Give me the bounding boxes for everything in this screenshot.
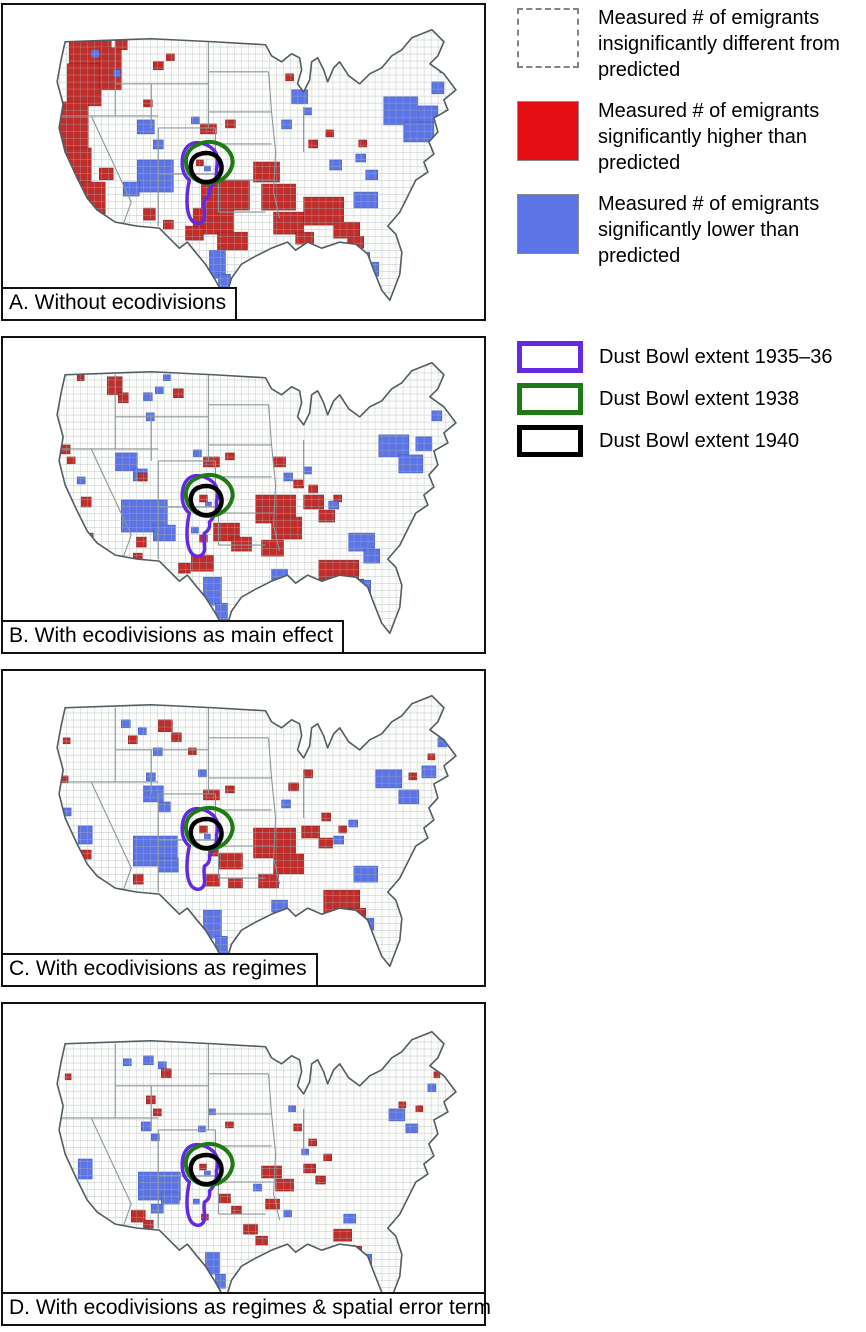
legend-item-higher — [517, 98, 866, 176]
county-patch-higher — [356, 933, 368, 949]
lower-label: Measured # of emigrants significantly lower than predicted — [598, 193, 820, 267]
panel-c — [1, 669, 486, 987]
higher-swatch-icon — [517, 101, 579, 161]
us-county-map — [3, 671, 484, 985]
dustbowl-1935-36-label: Dust Bowl extent 1935–36 — [599, 345, 833, 368]
insignificant-label: Measured # of emigrants insignificantly different from predicted — [598, 7, 840, 81]
map-c — [3, 671, 484, 985]
dustbowl-1938-swatch-icon — [517, 383, 583, 415]
panel-d-caption-text: D. With ecodivisions as regimes & spatial error term — [9, 1295, 491, 1319]
dustbowl-1935-36-swatch-icon — [517, 341, 583, 373]
legend-item-lower — [517, 191, 866, 269]
panel-d — [1, 1002, 491, 1326]
maps-column — [1, 3, 491, 1326]
legend-item-insignificant — [517, 5, 866, 83]
us-county-map — [3, 1004, 484, 1324]
dustbowl-1938-label: Dust Bowl extent 1938 — [599, 387, 800, 410]
legend-item-dustbowl-1935-36 — [517, 341, 866, 373]
legend-item-dustbowl-1938 — [517, 383, 866, 415]
map-d — [3, 1004, 484, 1324]
panel-a-caption — [1, 287, 237, 321]
county-patch-higher — [356, 1269, 366, 1281]
dust-bowl-legend — [517, 341, 866, 457]
panel-b-caption-text: B. With ecodivisions as main effect — [9, 623, 334, 647]
higher-label: Measured # of emigrants significantly higher than predicted — [598, 100, 820, 174]
panel-b — [1, 336, 486, 654]
us-county-map — [3, 338, 484, 652]
county-patch-lower — [53, 491, 61, 499]
panel-c-caption-text: C. With ecodivisions as regimes — [9, 956, 307, 980]
dustbowl-1940-swatch-icon — [517, 425, 583, 457]
us-county-map — [3, 5, 484, 319]
dustbowl-1940-label: Dust Bowl extent 1940 — [599, 429, 800, 452]
map-a — [3, 5, 484, 319]
map-b — [3, 338, 484, 652]
insignificant-swatch-icon — [517, 8, 579, 68]
panel-a-caption-text: A. Without ecodivisions — [9, 290, 227, 314]
legend-item-dustbowl-1940 — [517, 425, 866, 457]
lower-swatch-icon — [517, 194, 579, 254]
panel-a — [1, 3, 486, 321]
county-patch-lower — [339, 1262, 347, 1270]
significance-legend — [517, 5, 866, 269]
panel-c-caption — [1, 953, 318, 987]
panel-b-caption — [1, 620, 344, 654]
panel-d-caption — [1, 1292, 491, 1326]
legend-column — [517, 5, 866, 467]
